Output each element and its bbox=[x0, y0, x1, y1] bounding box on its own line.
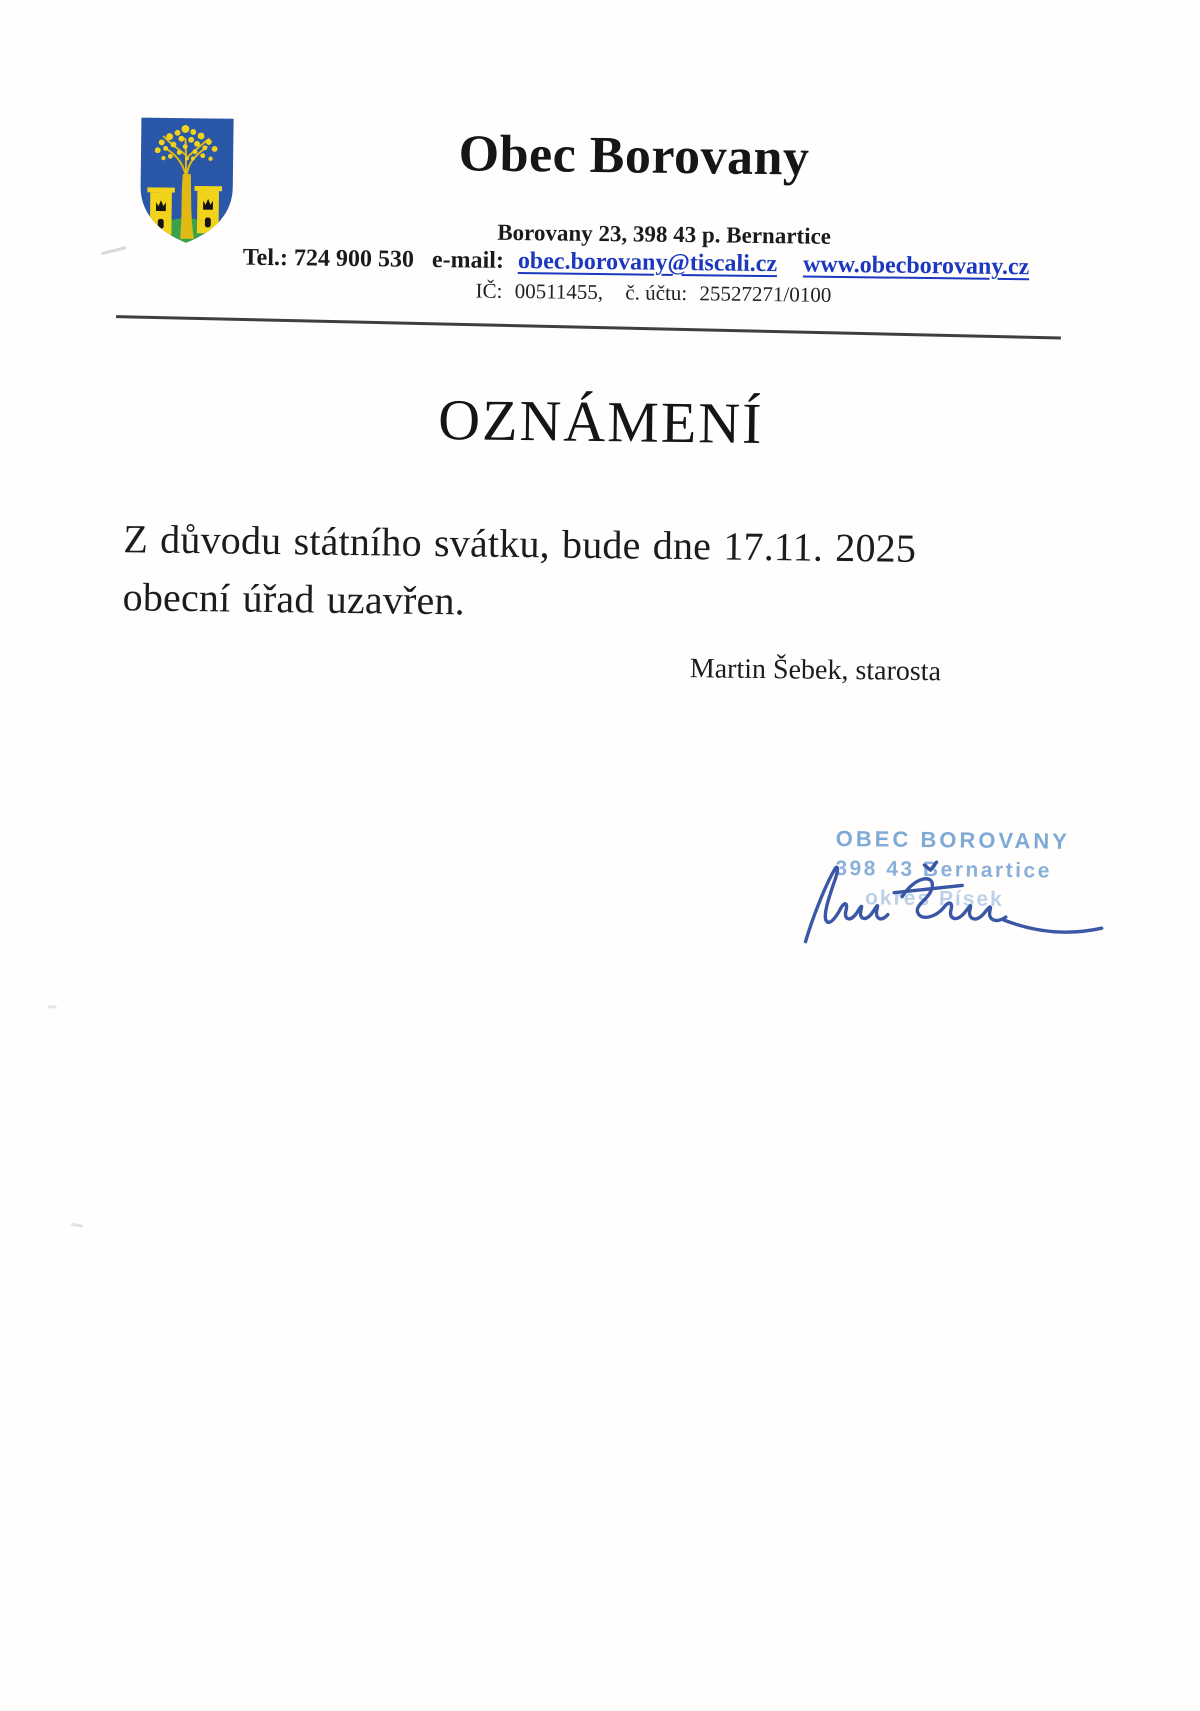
stamp-line: okres Písek bbox=[864, 886, 1004, 911]
house-left bbox=[147, 187, 175, 234]
contact-line bbox=[243, 245, 1030, 282]
notice-body bbox=[122, 510, 916, 636]
account-label: č. účtu: bbox=[625, 280, 688, 306]
stamp-line: 398 43 Bernartice bbox=[835, 856, 1052, 883]
tel-value: 724 900 530 bbox=[293, 245, 415, 273]
ic-label: IČ: bbox=[475, 278, 503, 303]
stamp-line: OBEC BOROVANY bbox=[835, 825, 1071, 854]
signoff: Martin Šebek, starosta bbox=[689, 653, 942, 688]
org-name: Obec Borovany bbox=[458, 125, 810, 187]
divider-line bbox=[116, 315, 1061, 339]
email-link: obec.borovany@tiscali.cz bbox=[517, 248, 778, 278]
account-value: 25527271/0100 bbox=[699, 281, 832, 307]
coat-of-arms-icon bbox=[135, 114, 239, 247]
notice-body-line: Z důvodu státního svátku, bude dne 17.11. 2025 bbox=[123, 516, 917, 571]
notice-title: OZNÁMENÍ bbox=[437, 387, 764, 457]
scan-speck bbox=[71, 1223, 83, 1228]
house-right bbox=[194, 186, 222, 233]
notice-body-line: obecní úřad uzavřen. bbox=[122, 574, 466, 624]
email-label: e-mail: bbox=[431, 246, 505, 274]
tel-label: Tel.: bbox=[242, 244, 289, 272]
scan-speck bbox=[48, 1005, 57, 1008]
address-line: Borovany 23, 398 43 p. Bernartice bbox=[497, 219, 832, 249]
ic-value: 00511455, bbox=[514, 278, 604, 305]
scan-speck bbox=[101, 246, 127, 255]
website-link: www.obecborovany.cz bbox=[802, 251, 1030, 281]
registration-line bbox=[475, 279, 831, 308]
signature-ink bbox=[783, 855, 1114, 964]
